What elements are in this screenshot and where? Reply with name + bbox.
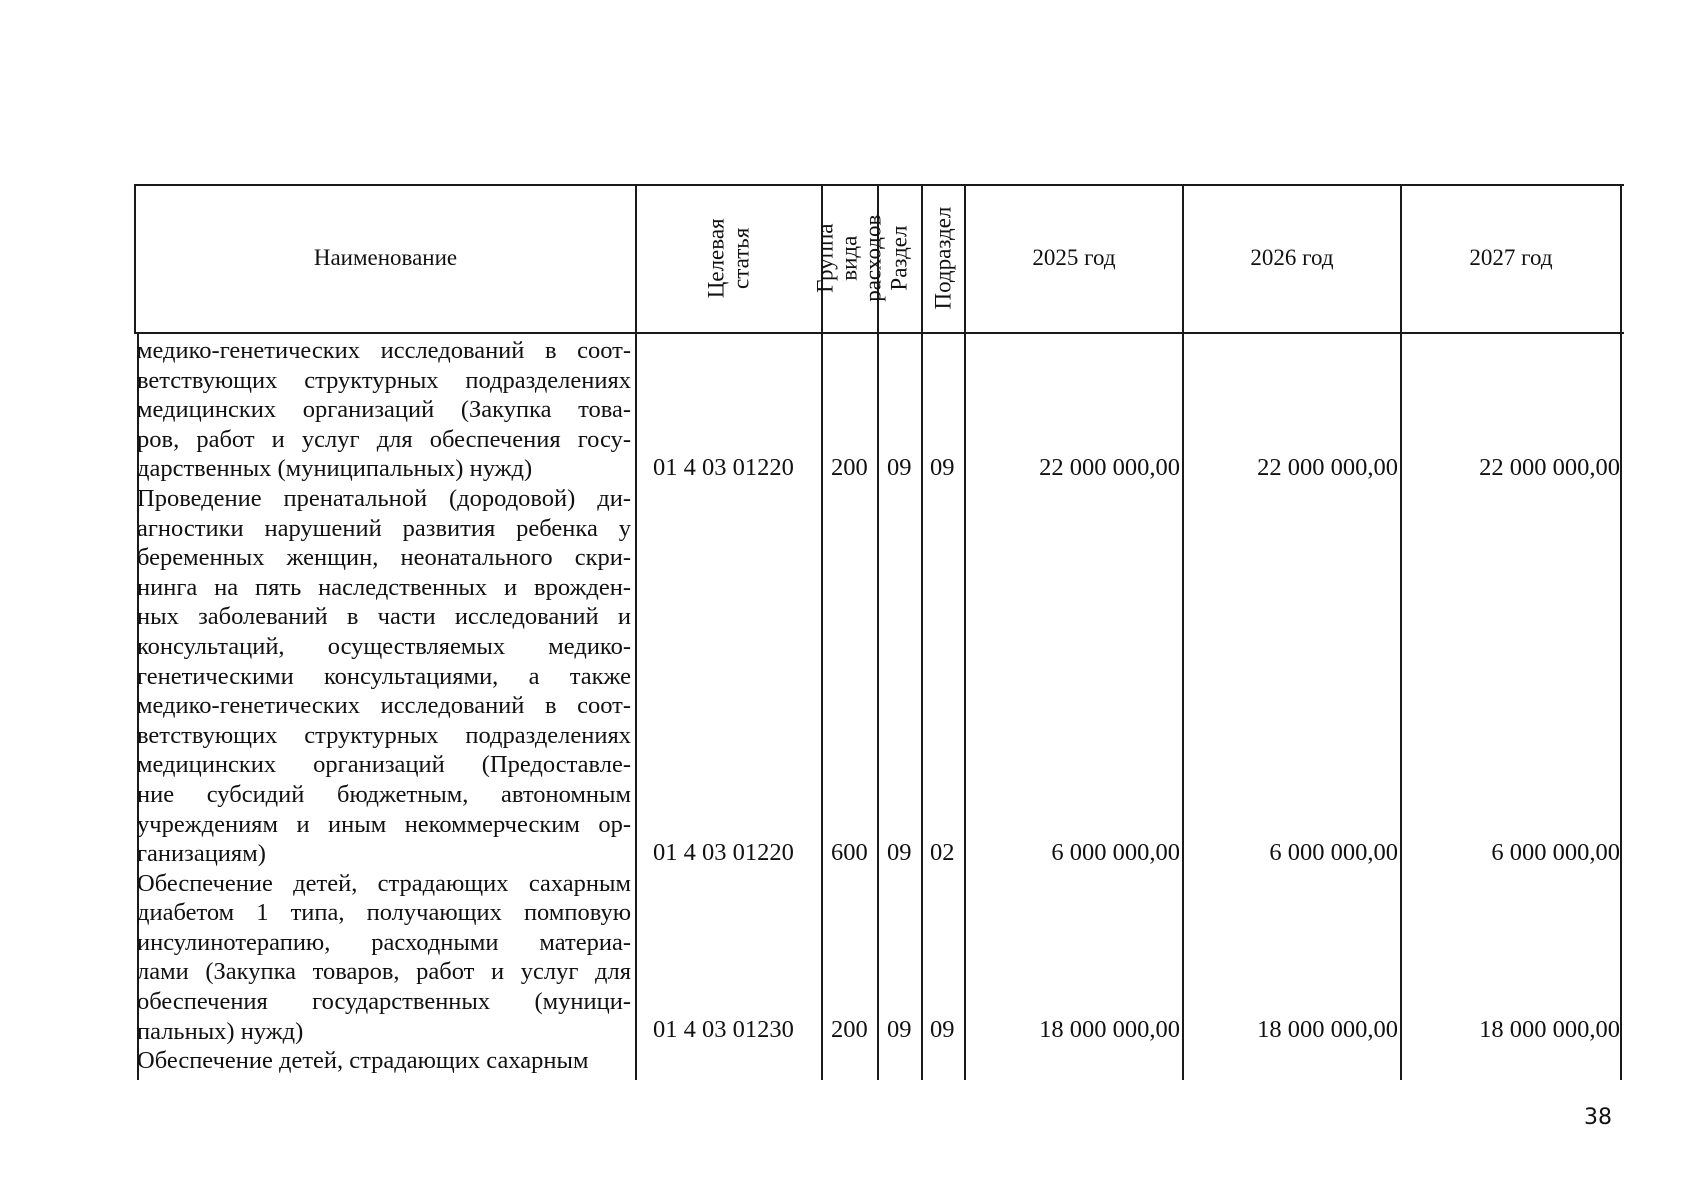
name-line: консультаций, осуществляемых медико- [137,632,631,660]
row-2-y2025: 6 000 000,00 [1051,839,1180,866]
row-2-expense-group: 600 [831,839,868,866]
name-line: Обеспечение детей, страдающих сахарным [137,869,631,897]
name-line: медицинских организаций (Предоставле- [137,751,631,779]
name-line: медицинских организаций (Закупка това- [137,396,631,424]
row-1-section: 09 [887,454,912,481]
name-line: ров, работ и услуг для обеспечения госу- [137,425,631,453]
row-1-y2025: 22 000 000,00 [1039,454,1180,481]
budget-table [134,184,1624,1080]
row-1-y2027: 22 000 000,00 [1479,454,1620,481]
header-subsection: Подраздел [930,206,956,310]
name-line: ветствующих структурных подразделениях [137,366,631,394]
name-line: дарственных (муниципальных) нужд) [137,455,533,483]
name-line: Проведение пренатальной (дородовой) ди- [137,484,631,512]
name-line: беременных женщин, неонатального скри- [137,544,631,572]
row-1-subsection: 09 [930,454,955,481]
name-line: медико-генетических исследований в соот- [137,337,631,364]
name-column [137,336,631,1076]
header-year-2027: 2027 год [1469,245,1553,270]
row-3-section: 09 [887,1016,912,1043]
name-line: учреждениям и иным некоммерческим ор- [137,810,631,838]
row-2-y2026: 6 000 000,00 [1269,839,1398,866]
page-number: 38 [1584,1105,1612,1130]
row-3-y2026: 18 000 000,00 [1257,1016,1398,1043]
header-year-2025: 2025 год [1032,245,1116,270]
header-expense-group: Группа вида расходов [812,214,887,302]
name-line: медико-генетических исследований в соот- [137,692,631,720]
header-name: Наименование [313,245,458,270]
name-line: Обеспечение детей, страдающих сахарным [137,1047,589,1075]
name-line: обеспечения государственных (муници- [137,988,631,1016]
name-line: нинга на пять наследственных и врожден- [137,573,631,601]
name-line: пальных) нужд) [137,1017,304,1045]
row-3-expense-group: 200 [831,1016,868,1043]
table-right-border [1620,184,1622,1080]
row-1-y2026: 22 000 000,00 [1257,454,1398,481]
row-3-target-article: 01 4 03 01230 [653,1016,794,1043]
name-line: агностики нарушений развития ребенка у [137,514,631,542]
name-lines [137,336,631,1076]
header-target-article: Целевая статья [703,218,754,298]
name-line: лами (Закупка товаров, работ и услуг для [137,958,631,986]
row-2-section: 09 [887,839,912,866]
row-3-subsection: 09 [930,1016,955,1043]
row-2-subsection: 02 [930,839,955,866]
header-year-2026: 2026 год [1250,245,1334,270]
row-1-target-article: 01 4 03 01220 [653,454,794,481]
row-2-y2027: 6 000 000,00 [1491,839,1620,866]
row-3-y2025: 18 000 000,00 [1039,1016,1180,1043]
name-line: ветствующих структурных подразделениях [137,721,631,749]
name-line: диабетом 1 типа, получающих помповую [137,899,631,927]
row-2-target-article: 01 4 03 01220 [653,839,794,866]
name-line: ние субсидий бюджетным, автономным [137,780,631,808]
header-section: Раздел [886,225,912,291]
name-line: инсулинотерапию, расходными материа- [137,928,631,956]
row-1-expense-group: 200 [831,454,868,481]
name-line: генетическими консультациями, а также [137,662,631,690]
row-3-y2027: 18 000 000,00 [1479,1016,1620,1043]
name-line: ганизациям) [137,840,266,868]
name-line: ных заболеваний в части исследований и [137,603,631,631]
